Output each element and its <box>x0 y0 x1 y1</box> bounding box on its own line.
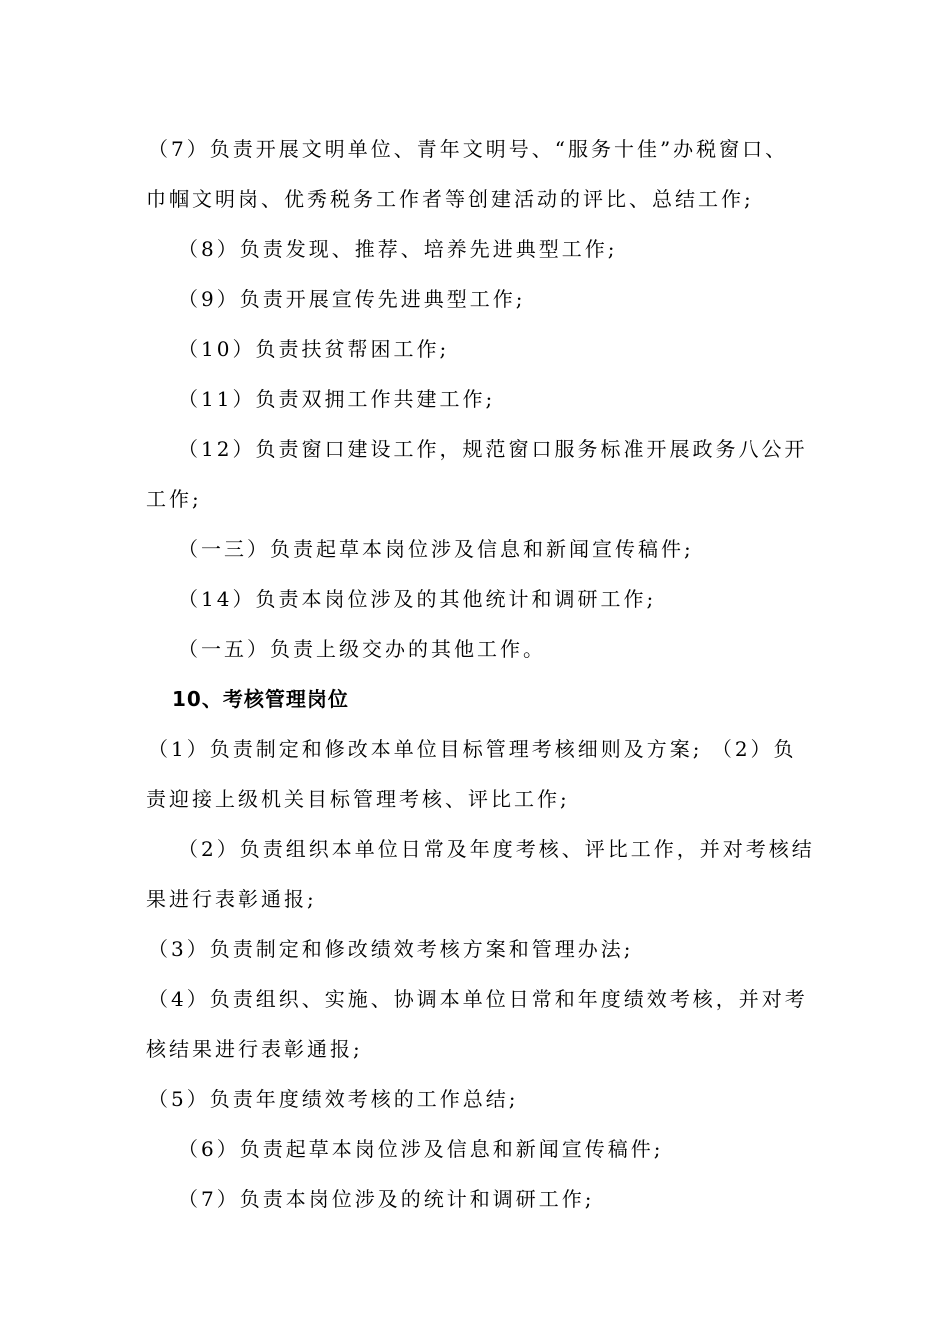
paragraph-line: （10）负责扶贫帮困工作; <box>178 337 450 361</box>
paragraph-line: （一三）负责起草本岗位涉及信息和新闻宣传稿件; <box>178 537 694 561</box>
paragraph-line: （7）负责本岗位涉及的统计和调研工作; <box>178 1187 595 1211</box>
paragraph-line: （14）负责本岗位涉及的其他统计和调研工作; <box>178 587 657 611</box>
paragraph-line: 核结果进行表彰通报; <box>146 1037 363 1061</box>
paragraph-line: （8）负责发现、推荐、培养先进典型工作; <box>178 237 618 261</box>
paragraph-line: （6）负责起草本岗位涉及信息和新闻宣传稿件; <box>178 1137 664 1161</box>
paragraph-line: 果进行表彰通报; <box>146 887 317 911</box>
paragraph-line: （1）负责制定和修改本单位目标管理考核细则及方案; （2）负 <box>148 737 797 761</box>
paragraph-line: 巾帼文明岗、优秀税务工作者等创建活动的评比、总结工作; <box>146 187 754 211</box>
paragraph-line: 责迎接上级机关目标管理考核、评比工作; <box>146 787 570 811</box>
paragraph-line: （3）负责制定和修改绩效考核方案和管理办法; <box>148 937 634 961</box>
paragraph-line: （12）负责窗口建设工作，规范窗口服务标准开展政务八公开 <box>178 437 808 461</box>
paragraph-line: （9）负责开展宣传先进典型工作; <box>178 287 526 311</box>
paragraph-line: （7）负责开展文明单位、青年文明号、“服务十佳”办税窗口、 <box>148 137 789 161</box>
paragraph-line: （4）负责组织、实施、协调本单位日常和年度绩效考核，并对考 <box>148 987 808 1011</box>
paragraph-line: （5）负责年度绩效考核的工作总结; <box>148 1087 519 1111</box>
paragraph-line: （11）负责双拥工作共建工作; <box>178 387 496 411</box>
section-heading: 10、考核管理岗位 <box>172 687 349 711</box>
paragraph-line: （一五）负责上级交办的其他工作。 <box>178 637 546 661</box>
paragraph-line: （2）负责组织本单位日常及年度考核、评比工作，并对考核结 <box>178 837 815 861</box>
paragraph-line: 工作; <box>146 487 202 511</box>
